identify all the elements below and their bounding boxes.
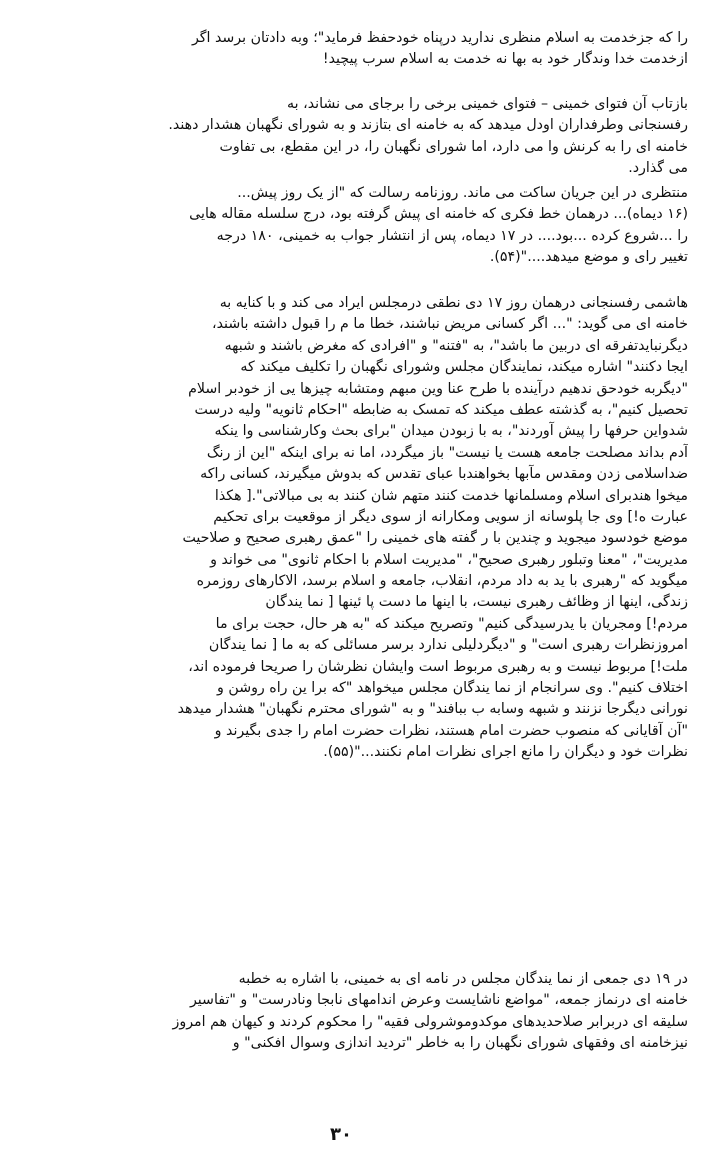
text-line: امروزنظرات رهبری است" و "دیگردلیلی ندارد برسر مسائلی که به ما [ نما یندگان bbox=[208, 637, 688, 654]
paragraph-4 bbox=[60, 293, 688, 785]
text-line: تحصیل کنیم"، به گذشته عطف میکند که تمسک به ضابطه "احکام ثانویه" ولیه درست bbox=[194, 401, 688, 418]
text-line: آدم بداند مصلحت جامعه هست یا نیست" باز میگردد، اما نه برای اینکه "این از رنگ bbox=[206, 444, 688, 461]
text-line: ملت!] مربوط نیست و به رهبری مربوط است وایشان نظرشان را صریحا فرموده اند، bbox=[188, 658, 688, 675]
text-line: نیزخامنه ای وفقهای شورای نگهبان را به خاطر "تردید اندازی وسوال افکنی" و bbox=[232, 1035, 688, 1052]
text-line: منتظری در این جریان ساکت می ماند. روزنامه رسالت که "از یک روز پیش... bbox=[237, 185, 688, 201]
text-line: نظرات خود و دیگران را مانع اجرای نظرات امام نکنند..."(۵۵). bbox=[323, 744, 688, 761]
text-line: دیگرنبایدتفرقه ای دربین ما باشد"، به "فتنه" و "افرادی که مغرض باشند و شبهه bbox=[224, 337, 688, 354]
text-line: ضداسلامی زدن ومقدس مآبها بخواهندبا عبای تقدس که بدوش میگیرند، کسانی راکه bbox=[200, 466, 688, 483]
text-line: در ۱۹ دی جمعی از نما یندگان مجلس در نامه ای به خمینی، با اشاره به خطبه bbox=[238, 971, 688, 987]
text-line: ایجا دکنند" اشاره میکند، نمایندگان مجلس وشورای نگهبان را تکلیف میکند که bbox=[240, 359, 688, 376]
text-line: خامنه ای را به کرنش وا می دارد، اما شورای نگهبان را، در این مقطع، بی تفاوت bbox=[219, 138, 688, 155]
text-line: نورانی دیگرجا نزنند و شبهه وسابه ب ببافند" و به "شورای محترم نگهبان" هشدار میدهد bbox=[177, 701, 688, 718]
text-line: شدواین حرفها را پیش آوردند"، به با زبودن میدان "برای بحث وکارشناسی وا ینکه bbox=[214, 423, 688, 440]
paragraph-3 bbox=[60, 183, 688, 269]
text-line: می گذارد. bbox=[628, 160, 688, 177]
text-line: میگوید که "رهبری با ید به داد مردم، انقلاب، جامعه و اسلام برسد، الاکارهای روزمره bbox=[196, 573, 688, 590]
text-line: مردم!] ومجریان با یدرسیدگی کنیم" وتصریح میکند که "به هر حال، حجت برای ما bbox=[215, 615, 688, 632]
paragraph-5 bbox=[60, 969, 688, 1055]
paragraph-2 bbox=[60, 94, 688, 180]
text-line: "آن آقایانی که منصوب حضرت امام هستند، نظرات حضرت امام را جدی بگیرند و bbox=[214, 722, 688, 739]
text-line: خامنه ای می گوید: "... اگر کسانی مریض نباشند، خطا ما م را قبول داشته باشند، bbox=[212, 316, 688, 333]
text-line: اختلاف کنیم". وی سرانجام از نما یندگان مجلس میخواهد "که برا ین راه روشن و bbox=[217, 680, 688, 697]
text-line: مدیریت"، "معنا وتبلور رهبری صحیح"، "مدیریت اسلام با احکام ثانوی" می خواند و bbox=[210, 551, 688, 568]
text-line: (۱۶ دیماه)... درهمان خط فکری که خامنه ای پیش گرفته بود، درج سلسله مقاله هایی bbox=[189, 206, 688, 223]
text-line: هاشمی رفسنجانی درهمان روز ۱۷ دی نطقی درمجلس ایراد می کند و با کنایه به bbox=[219, 295, 688, 311]
text-line: زندگی، اینها از وظائف رهبری نیست، با اینها ما دست پا ئینها [ نما یندگان bbox=[265, 594, 688, 611]
text-line: میخوا هندبرای اسلام ومسلمانها خدمت کنند متهم شان کنند به بی مبالاتی".[ هکذا bbox=[214, 487, 688, 504]
text-line: تغییر رای و موضع میدهد...."(۵۴). bbox=[489, 249, 688, 266]
text-line: سلیقه ای دربرابر صلاحدیدهای موکدوموشرولی فقیه" را محکوم کردند و کیهان هم امروز bbox=[172, 1013, 688, 1030]
text-line: را ...شروع کرده ...بود.... در ۱۷ دیماه، پس از انتشار جواب به خمینی، ۱۸۰ درجه bbox=[216, 227, 688, 244]
text-line: عبارت ه!] وی جا پلوسانه از سویی ومکارانه از سوی دیگر از موقعیت برای تحکیم bbox=[213, 508, 688, 525]
section-heading-line: بازتاب آن فتوای خمینی – فتوای خمینی برخی را برجای می نشاند، به bbox=[287, 96, 688, 112]
text-line: را که جزخدمت به اسلام منظری ندارید درپناه خودحفظ فرماید"؛ وبه دادتان برسد اگر bbox=[191, 30, 688, 46]
text-line bbox=[60, 764, 688, 785]
text-line: خامنه ای درنماز جمعه، "مواضع ناشایست وعرض اندامهای نابجا ونادرست" و "تفاسیر bbox=[189, 992, 688, 1009]
text-line: "دیگربه خودحق ندهیم درآینده با طرح عنا وین مبهم ومتشابه چیزها یی از خودبر اسلام bbox=[188, 380, 688, 397]
paragraph-1 bbox=[60, 28, 688, 71]
page-number: ۳۰ bbox=[330, 1124, 352, 1145]
text-line: ازخدمت خدا وندگار خود به بها نه خدمت به اسلام سرب پیچید! bbox=[322, 51, 688, 68]
text-line: رفسنجانی وطرفداران اودل میدهد که به خامنه ای بتازند و به شورای نگهبان هشدار دهند. bbox=[168, 117, 688, 134]
text-line: موضع خودسود میجوید و چندین با ر گفته های خمینی را "عمق رهبری صحیح و صلاحیت bbox=[182, 530, 688, 547]
